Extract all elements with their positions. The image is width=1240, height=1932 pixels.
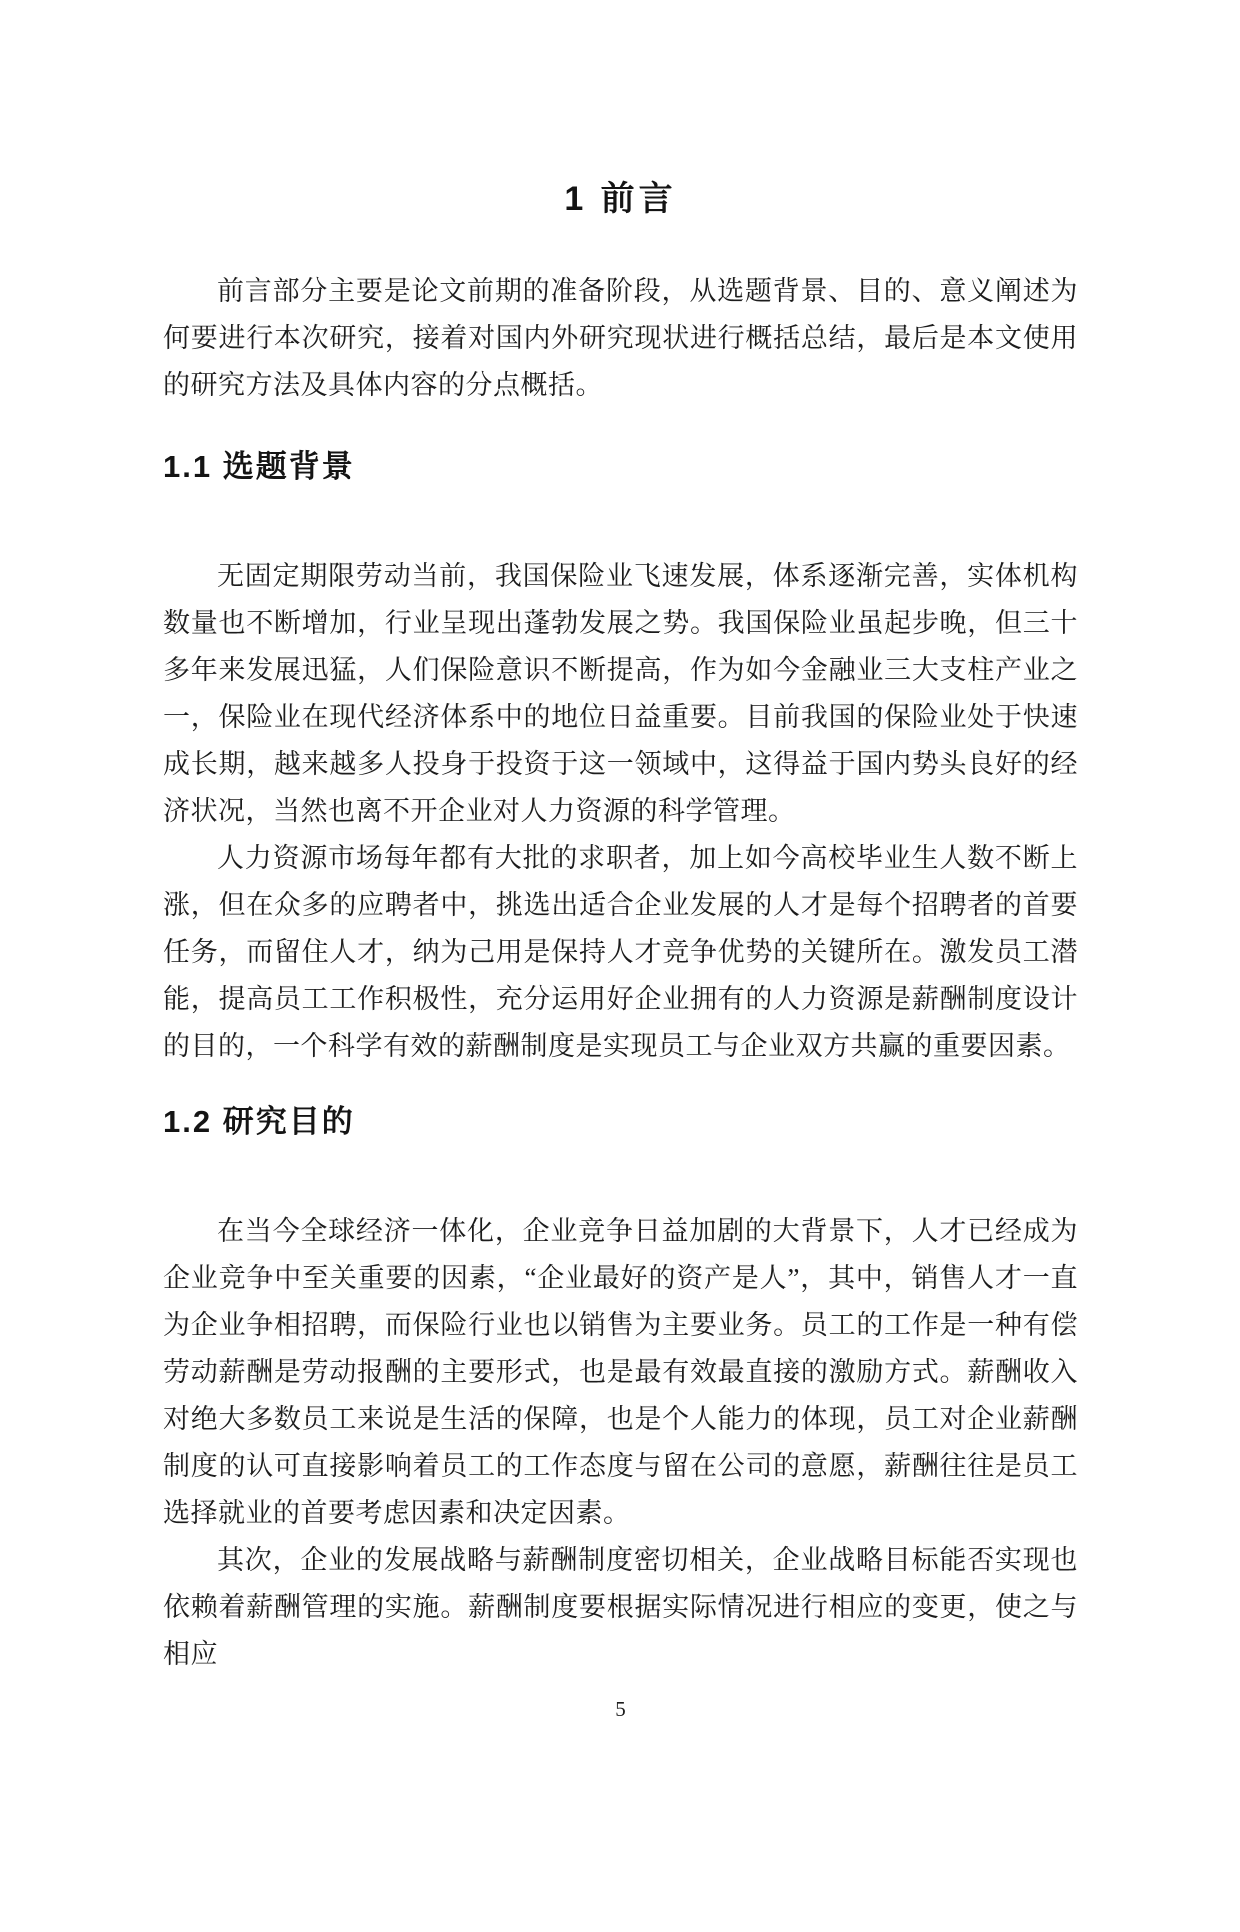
intro-paragraph: 前言部分主要是论文前期的准备阶段，从选题背景、目的、意义阐述为何要进行本次研究，接着对国内外研究现状进行概括总结，最后是本文使用的研究方法及具体内容的分点概括。	[163, 276, 1078, 400]
section-1-1-paragraph-2: 人力资源市场每年都有大批的求职者，加上如今高校毕业生人数不断上涨，但在众多的应聘者中，挑选出适合企业发展的人才是每个招聘者的首要任务，而留住人才，纳为己用是保持人才竞争优势的关键所在。激发员工潜能，提高员工工作积极性，充分运用好企业拥有的人力资源是薪酬制度设计的目的，一个科学有效的薪酬制度是实现员工与企业双方共赢的重要因素。	[163, 843, 1078, 1061]
section-1-2-paragraph-2: 其次，企业的发展战略与薪酬制度密切相关，企业战略目标能否实现也依赖着薪酬管理的实施。薪酬制度要根据实际情况进行相应的变更，使之与相应	[163, 1545, 1078, 1669]
section-heading-1-2: 1.2 研究目的	[163, 1104, 355, 1139]
document-page	[0, 178, 1240, 1932]
chapter-title: 1 前言	[564, 180, 677, 218]
page-number: 5	[615, 1697, 626, 1721]
section-heading-1-1: 1.1 选题背景	[163, 449, 355, 484]
section-1-1-paragraph-1: 无固定期限劳动当前，我国保险业飞速发展，体系逐渐完善，实体机构数量也不断增加，行业呈现出蓬勃发展之势。我国保险业虽起步晚，但三十多年来发展迅猛，人们保险意识不断提高，作为如今金融业三大支柱产业之一，保险业在现代经济体系中的地位日益重要。目前我国的保险业处于快速成长期，越来越多人投身于投资于这一领域中，这得益于国内势头良好的经济状况，当然也离不开企业对人力资源的科学管理。	[163, 561, 1078, 826]
section-1-2-paragraph-1: 在当今全球经济一体化，企业竞争日益加剧的大背景下，人才已经成为企业竞争中至关重要的因素，“企业最好的资产是人”，其中，销售人才一直为企业争相招聘，而保险行业也以销售为主要业务。员工的工作是一种有偿劳动薪酬是劳动报酬的主要形式，也是最有效最直接的激励方式。薪酬收入对绝大多数员工来说是生活的保障，也是个人能力的体现，员工对企业薪酬制度的认可直接影响着员工的工作态度与留在公司的意愿，薪酬往往是员工选择就业的首要考虑因素和决定因素。	[163, 1216, 1078, 1528]
